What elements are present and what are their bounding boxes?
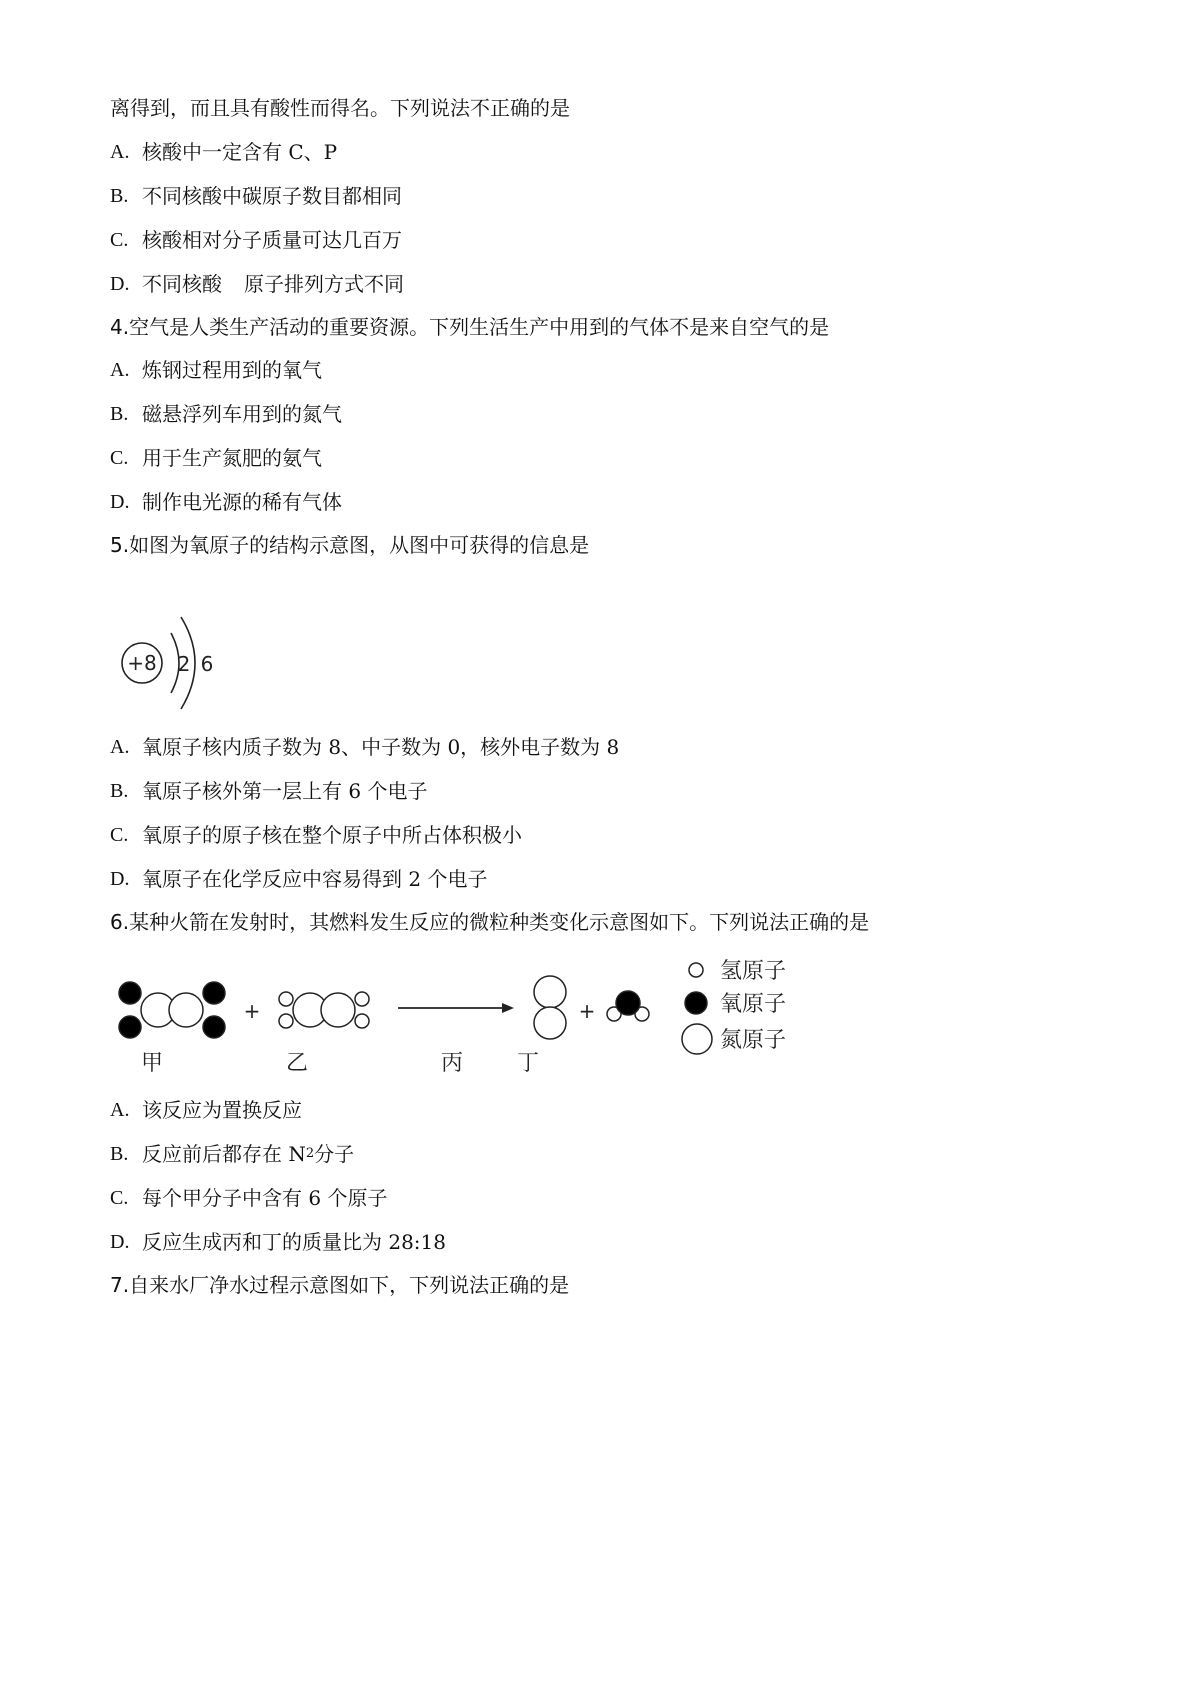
option-text: 氧原子的原子核在整个原子中所占体积极小 [142, 823, 522, 847]
option-text: 该反应为置换反应 [142, 1098, 302, 1122]
molecule-ding [607, 991, 649, 1021]
option-letter: C. [110, 447, 129, 469]
q3-option-b [110, 184, 402, 208]
plus-sign: + [243, 999, 261, 1023]
shell2-electrons: 6 [200, 652, 214, 676]
q5-option-a [110, 735, 619, 759]
legend-nitrogen-swatch [682, 1024, 712, 1054]
reaction-particle-diagram [100, 950, 787, 1080]
legend-hydrogen-label: 氢原子 [720, 959, 787, 984]
option-letter: C. [110, 1187, 129, 1209]
q6-stem: 6.某种火箭在发射时，其燃料发生反应的微粒种类变化示意图如下。下列说法正确的是 [110, 910, 870, 934]
nitrogen-atom [534, 1007, 566, 1039]
hydrogen-atom [355, 992, 369, 1006]
molecule-bing [534, 976, 566, 1039]
oxygen-atom [119, 982, 141, 1004]
option-text-after: 原子排列方式不同 [244, 272, 404, 296]
option-letter: D. [110, 491, 130, 513]
option-letter: A. [110, 141, 130, 163]
q6-option-b [110, 1142, 354, 1166]
oxygen-atom [203, 982, 225, 1004]
option-letter: A. [110, 359, 130, 381]
q6-option-a [110, 1098, 302, 1122]
shell1-electrons: 2 [177, 652, 191, 676]
q4-stem: 4.空气是人类生产活动的重要资源。下列生活生产中用到的气体不是来自空气的是 [110, 315, 830, 339]
option-letter: A. [110, 736, 130, 758]
option-text: 核酸中一定含有 C、P [142, 140, 338, 164]
option-text: 核酸相对分子质量可达几百万 [142, 228, 402, 252]
option-text: 炼钢过程用到的氧气 [142, 358, 322, 382]
q3-option-d [110, 272, 404, 296]
q6-option-d [110, 1230, 446, 1254]
oxygen-atom [119, 1016, 141, 1038]
oxygen-atom [616, 991, 640, 1015]
q3-option-c [110, 228, 402, 252]
option-letter: D. [110, 1231, 130, 1253]
label-yi: 乙 [285, 1051, 309, 1076]
option-letter: B. [110, 403, 129, 425]
option-text: 制作电光源的稀有气体 [142, 490, 342, 514]
label-bing: 丙 [440, 1051, 464, 1076]
hydrogen-atom [355, 1014, 369, 1028]
option-letter: A. [110, 1099, 130, 1121]
q4-option-d [110, 490, 342, 514]
q4-option-a [110, 358, 322, 382]
nucleus-charge: +8 [127, 651, 157, 675]
nitrogen-atom [169, 993, 203, 1027]
legend-nitrogen-label: 氮原子 [720, 1028, 787, 1053]
option-text: 每个甲分子中含有 6 个原子 [142, 1186, 388, 1210]
q5-option-b [110, 779, 427, 803]
option-text-before: 不同核酸 [142, 272, 222, 296]
oxygen-atom [203, 1016, 225, 1038]
oxygen-atom-structure-diagram [115, 595, 225, 735]
molecule-yi [279, 992, 369, 1028]
nitrogen-atom [534, 976, 566, 1008]
legend-oxygen-label: 氧原子 [720, 992, 787, 1017]
option-text: 氧原子在化学反应中容易得到 2 个电子 [142, 867, 488, 891]
option-text: 不同核酸中碳原子数目都相同 [142, 184, 402, 208]
nitrogen-atom [321, 993, 355, 1027]
option-letter: C. [110, 824, 129, 846]
label-jia: 甲 [140, 1051, 164, 1076]
q3-stem-tail: 离得到，而且具有酸性而得名。下列说法不正确的是 [110, 96, 570, 120]
q3-option-a [110, 140, 337, 164]
option-text-before: 反应前后都存在 N [142, 1142, 306, 1166]
molecule-jia [119, 982, 225, 1038]
q7-stem: 7.自来水厂净水过程示意图如下，下列说法正确的是 [110, 1273, 570, 1297]
option-text: 氧原子核外第一层上有 6 个电子 [142, 779, 428, 803]
hydrogen-atom [279, 1014, 293, 1028]
option-letter: B. [110, 185, 129, 207]
q5-stem: 5.如图为氧原子的结构示意图，从图中可获得的信息是 [110, 533, 590, 557]
option-letter: D. [110, 273, 130, 295]
legend-hydrogen-swatch [689, 963, 703, 977]
label-ding: 丁 [516, 1051, 540, 1076]
option-letter: B. [110, 1143, 129, 1165]
option-text-after: 分子 [314, 1142, 355, 1166]
option-text: 氧原子核内质子数为 8、中子数为 0，核外电子数为 8 [142, 735, 620, 759]
legend [682, 963, 712, 1054]
reaction-arrow [398, 1003, 514, 1013]
hydrogen-atom [279, 992, 293, 1006]
option-letter: C. [110, 229, 129, 251]
q4-option-b [110, 402, 342, 426]
q5-option-d [110, 867, 487, 891]
option-text: 反应生成丙和丁的质量比为 28:18 [142, 1230, 446, 1254]
q6-option-c [110, 1186, 387, 1210]
option-letter: D. [110, 868, 130, 890]
plus-sign: + [578, 999, 596, 1023]
subscript: 2 [305, 1146, 315, 1161]
option-letter: B. [110, 780, 129, 802]
option-text: 用于生产氮肥的氨气 [142, 446, 322, 470]
option-text: 磁悬浮列车用到的氮气 [142, 402, 342, 426]
q4-option-c [110, 446, 322, 470]
legend-oxygen-swatch [685, 992, 707, 1014]
q5-option-c [110, 823, 522, 847]
